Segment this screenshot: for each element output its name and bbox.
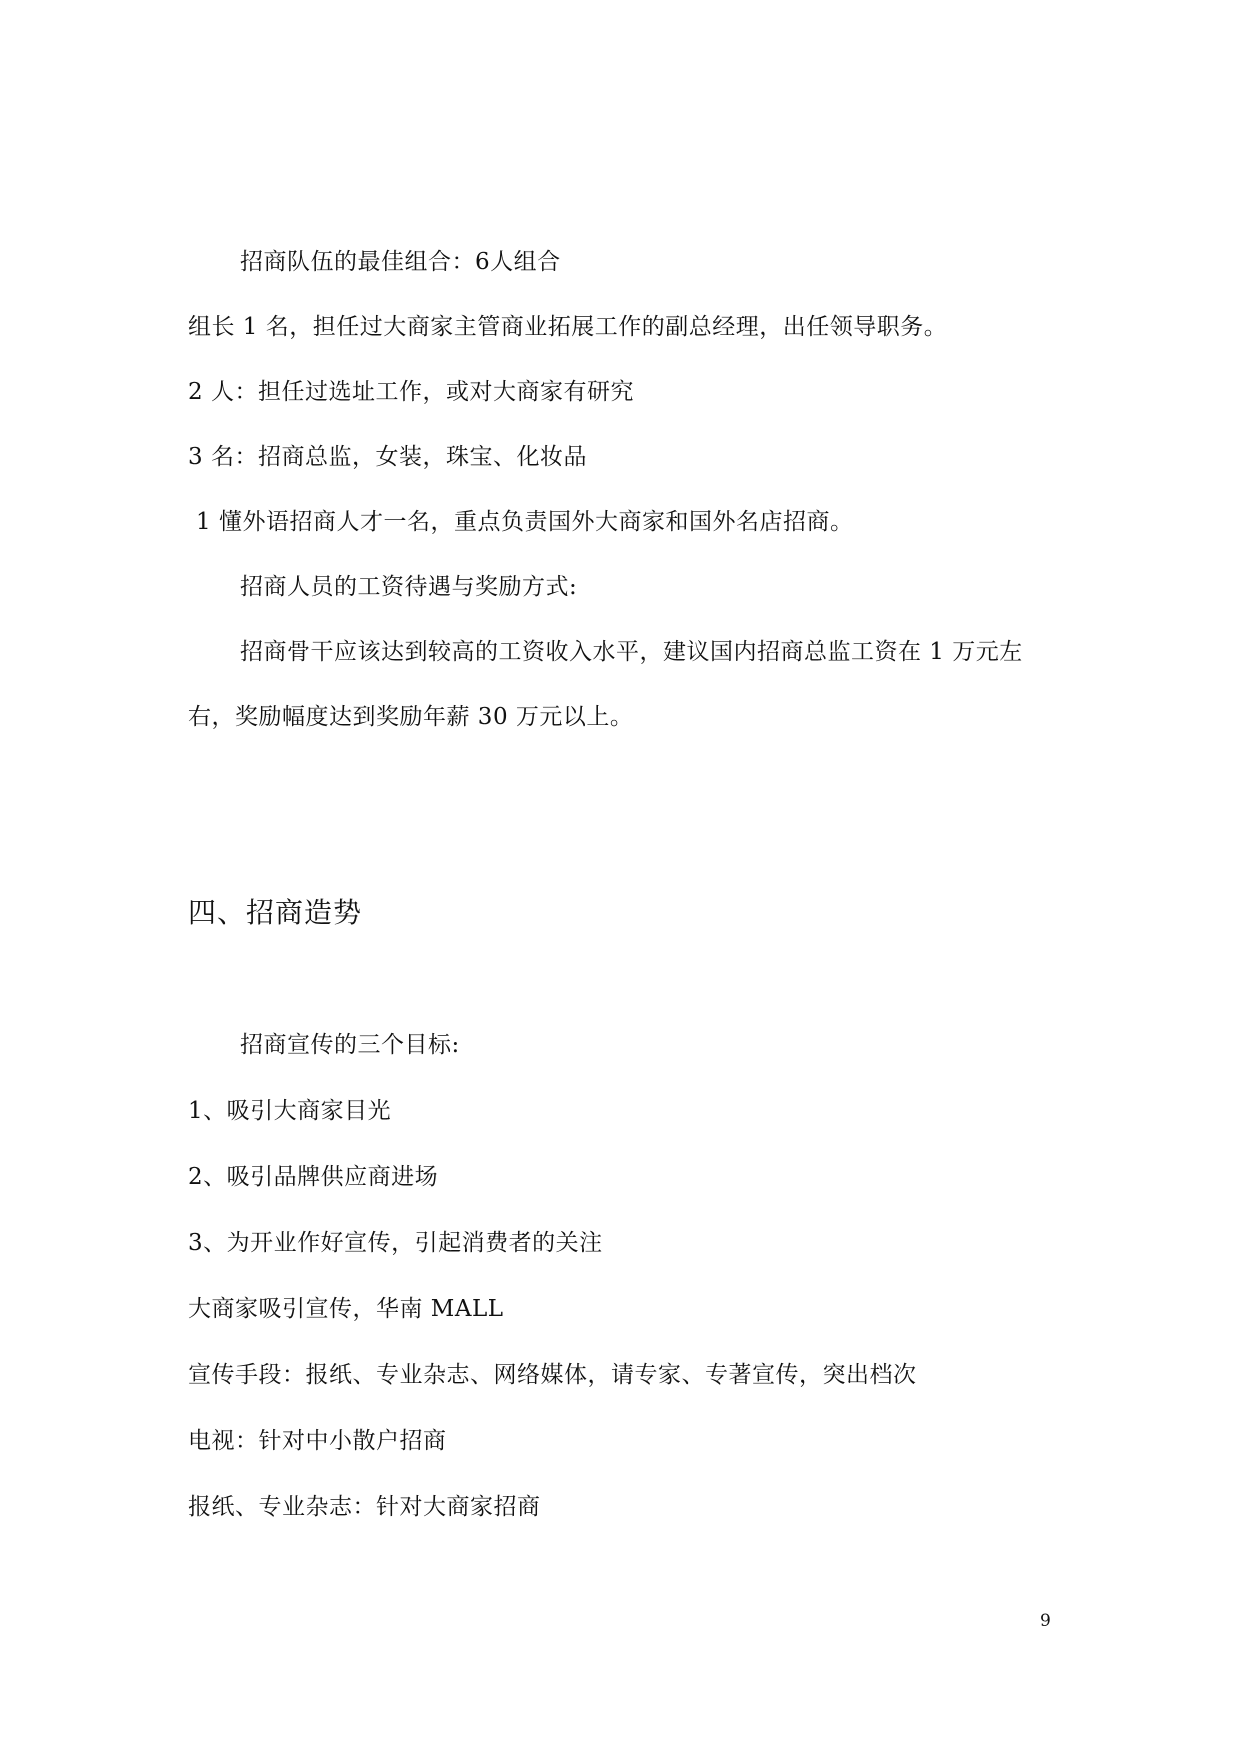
section-4-heading: 四、招商造势	[188, 896, 363, 929]
goal-3: 3、为开业作好宣传，引起消费者的关注	[188, 1230, 603, 1256]
three-people-line: 3 名：招商总监，女装，珠宝、化妆品	[188, 444, 587, 470]
means-line: 宣传手段：报纸、专业杂志、网络媒体，请专家、专著宣传，突出档次	[188, 1362, 917, 1388]
foreign-talent-line: 1 懂外语招商人才一名，重点负责国外大商家和国外名店招商。	[196, 509, 854, 535]
two-people-line: 2 人：担任过选址工作，或对大商家有研究	[188, 379, 634, 405]
team-combo-line: 招商队伍的最佳组合：6人组合	[240, 249, 561, 275]
mall-line: 大商家吸引宣传，华南 MALL	[188, 1296, 504, 1322]
salary-paragraph-line-1: 招商骨干应该达到较高的工资收入水平，建议国内招商总监工资在 1 万元左	[240, 639, 1023, 665]
goal-1: 1、吸引大商家目光	[188, 1098, 392, 1124]
page-number: 9	[1040, 1611, 1051, 1631]
goal-2: 2、吸引品牌供应商进场	[188, 1164, 439, 1190]
goals-heading: 招商宣传的三个目标:	[240, 1032, 460, 1058]
salary-paragraph-line-2: 右，奖励幅度达到奖励年薪 30 万元以上。	[188, 704, 634, 730]
leader-line: 组长 1 名，担任过大商家主管商业拓展工作的副总经理，出任领导职务。	[188, 314, 948, 340]
salary-heading: 招商人员的工资待遇与奖励方式:	[240, 574, 578, 600]
tv-line: 电视：针对中小散户招商	[188, 1428, 447, 1454]
newspaper-line: 报纸、专业杂志：针对大商家招商	[188, 1494, 541, 1520]
